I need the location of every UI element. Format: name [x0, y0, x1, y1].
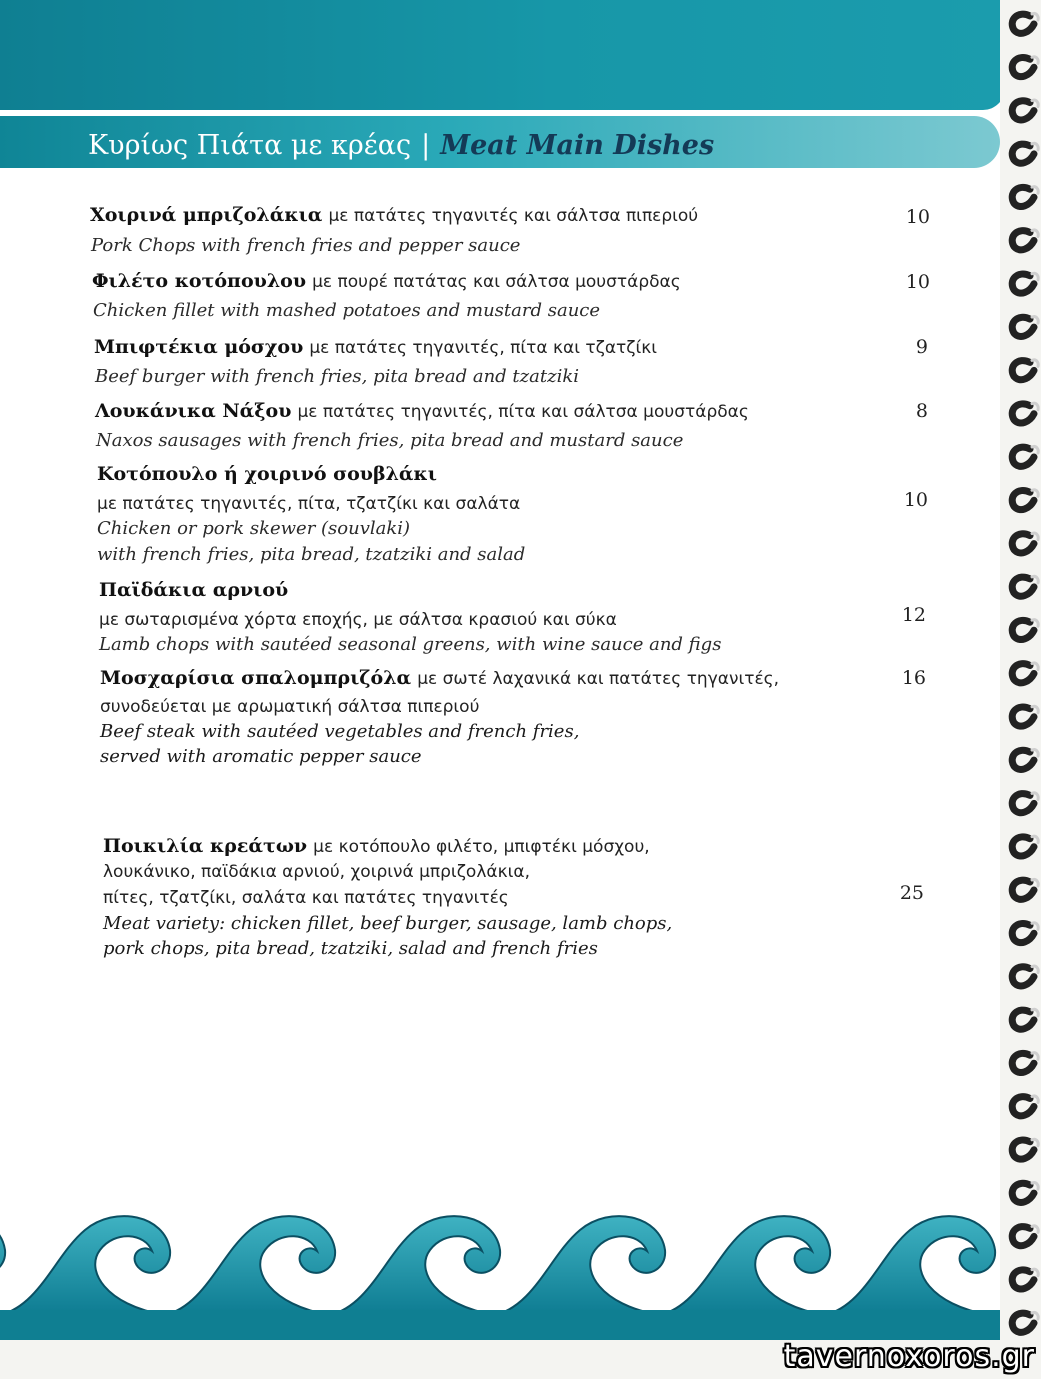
spiral-ring: [1012, 1053, 1034, 1072]
item-desc-greek-2: συνοδεύεται με αρωματική σάλτσα πιπεριού: [100, 697, 480, 717]
spiral-ring: [1012, 361, 1034, 380]
spiral-ring: [1012, 490, 1034, 509]
wave-shape: [495, 1216, 665, 1315]
spiral-ring: [1012, 14, 1034, 33]
watermark-text: tavernoxoros.gr: [783, 1339, 1035, 1374]
item-price: 10: [905, 206, 930, 228]
spiral-ring: [1012, 57, 1034, 76]
spiral-binding: [1000, 0, 1041, 1340]
top-teal-band: [0, 0, 1000, 110]
item-name-greek: Λουκάνικα Νάξου: [95, 400, 292, 422]
spiral-ring: [1012, 1227, 1034, 1246]
spiral-ring: [1012, 101, 1034, 120]
title-greek: Κυρίως Πιάτα με κρέας: [88, 129, 412, 161]
wave-shape: [825, 1216, 995, 1315]
spiral-ring: [1012, 1270, 1034, 1289]
item-name-greek: Μοσχαρίσια σπαλομπριζόλα: [100, 667, 412, 689]
item-name-greek: Κοτόπουλο ή χοιρινό σουβλάκι: [97, 463, 437, 485]
spiral-ring: [1012, 317, 1034, 336]
item-price: 25: [899, 882, 924, 904]
item-desc-english: Pork Chops with french fries and pepper sauce: [91, 235, 521, 256]
item-price: 8: [915, 400, 928, 422]
item-desc-english-1: Meat variety: chicken fillet, beef burger, sausage, lamb chops,: [103, 913, 673, 934]
item-price: 16: [901, 667, 926, 689]
item-name-greek: Μπιφτέκια μόσχου: [94, 336, 304, 358]
spiral-ring: [1012, 1097, 1034, 1116]
item-name-greek: Παϊδάκια αρνιού: [99, 579, 289, 601]
item-desc-english: Naxos sausages with french fries, pita bread and mustard sauce: [96, 430, 684, 451]
item-desc-greek: με πατάτες τηγανιτές, πίτα, τζατζίκι και σαλάτα: [97, 494, 521, 514]
item-desc-greek: με πουρέ πατάτας και σάλτσα μουστάρδας: [312, 272, 681, 292]
spiral-ring: [1012, 404, 1034, 423]
item-desc-english-2: with french fries, pita bread, tzatziki and salad: [97, 544, 526, 565]
spiral-ring: [1012, 837, 1034, 856]
spiral-ring: [1012, 880, 1034, 899]
section-title: [88, 123, 714, 167]
spiral-ring: [1012, 577, 1034, 596]
spiral-ring: [1012, 274, 1034, 293]
item-desc-greek: με πατάτες τηγανιτές, πίτα και σάλτσα μουστάρδας: [297, 402, 749, 422]
spiral-ring: [1012, 231, 1034, 250]
wave-shape: [165, 1216, 335, 1315]
item-desc-greek-1: με σωτέ λαχανικά και πατάτες τηγανιτές,: [417, 669, 780, 689]
item-desc-greek-3: πίτες, τζατζίκι, σαλάτα και πατάτες τηγανιτές: [103, 888, 509, 908]
item-price: 12: [901, 604, 926, 626]
item-name-greek: Χοιρινά μπριζολάκια: [90, 204, 323, 226]
item-name-greek: Ποικιλία κρεάτων: [103, 835, 308, 857]
item-desc-english: Chicken fillet with mashed potatoes and mustard sauce: [93, 300, 601, 321]
spiral-ring: [1012, 1140, 1034, 1159]
title-separator: |: [421, 129, 431, 161]
item-desc-english: Lamb chops with sautéed seasonal greens, with wine sauce and figs: [99, 634, 722, 655]
wave-shape: [330, 1216, 500, 1315]
spiral-ring: [1012, 620, 1034, 639]
item-desc-greek: με πατάτες τηγανιτές και σάλτσα πιπεριού: [328, 206, 699, 226]
title-english: Meat Main Dishes: [440, 129, 715, 161]
item-name-greek: Φιλέτο κοτόπουλου: [92, 270, 307, 292]
spiral-ring: [1012, 967, 1034, 986]
spiral-ring: [1012, 794, 1034, 813]
spiral-ring: [1012, 923, 1034, 942]
item-desc-english-2: pork chops, pita bread, tzatziki, salad and french fries: [103, 938, 598, 959]
spiral-ring: [1012, 707, 1034, 726]
wave-shape: [660, 1216, 830, 1315]
item-price: 9: [915, 336, 928, 358]
spiral-ring: [1012, 447, 1034, 466]
item-desc-english: Beef burger with french fries, pita bread and tzatziki: [95, 366, 579, 387]
item-price: 10: [905, 271, 930, 293]
item-desc-greek-1: με κοτόπουλο φιλέτο, μπιφτέκι μόσχου,: [313, 837, 650, 857]
wave-shape: [0, 1216, 5, 1315]
wave-shape: [0, 1216, 170, 1315]
item-price: 10: [903, 489, 928, 511]
item-desc-english-1: Chicken or pork skewer (souvlaki): [97, 518, 411, 539]
spiral-ring: [1012, 187, 1034, 206]
spiral-ring: [1012, 1183, 1034, 1202]
spiral-ring: [1012, 664, 1034, 683]
item-desc-english-2: served with aromatic pepper sauce: [100, 746, 422, 767]
item-desc-greek: με πατάτες τηγανιτές, πίτα και τζατζίκι: [309, 338, 658, 358]
item-desc-english-1: Beef steak with sautéed vegetables and french fries,: [100, 721, 580, 742]
item-desc-greek: με σωταρισμένα χόρτα εποχής, με σάλτσα κρασιού και σύκα: [99, 610, 617, 630]
spiral-ring: [1012, 750, 1034, 769]
item-desc-greek-2: λουκάνικο, παϊδάκια αρνιού, χοιρινά μπριζολάκια,: [103, 862, 530, 882]
spiral-ring: [1012, 534, 1034, 553]
spiral-ring: [1012, 1010, 1034, 1029]
spiral-ring: [1012, 144, 1034, 163]
spiral-ring: [1012, 1313, 1034, 1332]
wave-border-decoration: [0, 1195, 1000, 1340]
